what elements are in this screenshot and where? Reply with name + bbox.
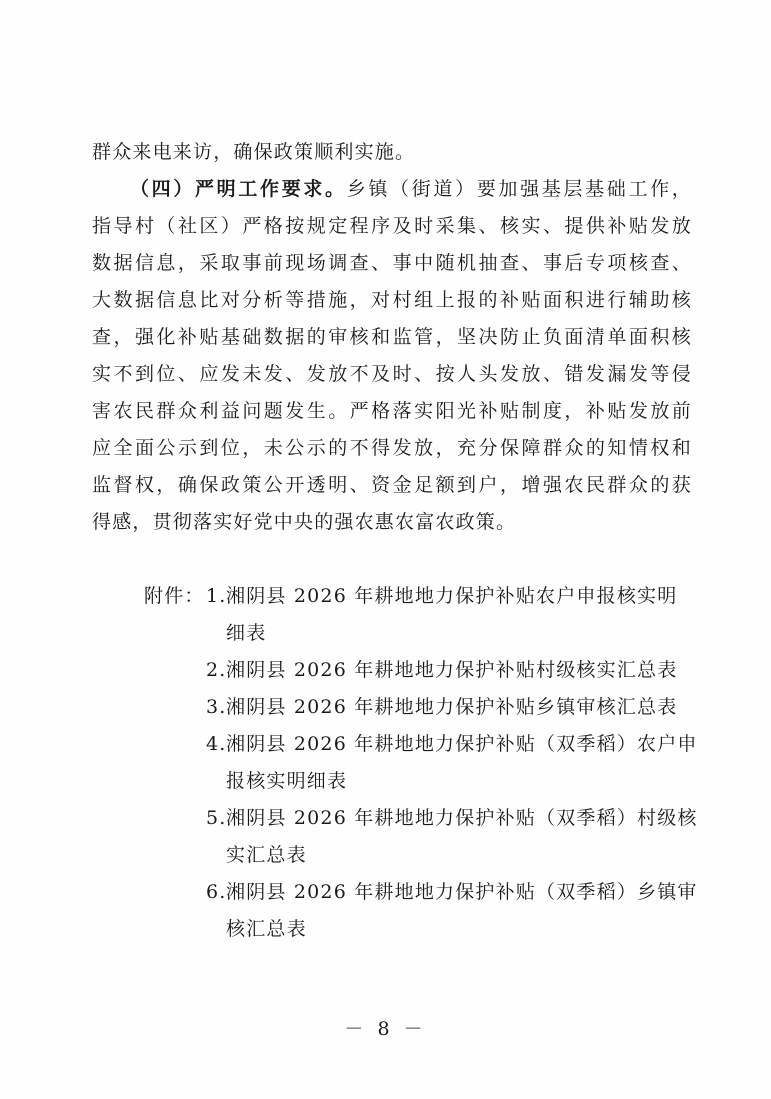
attachment-number: 3.	[206, 696, 227, 718]
attachment-title-line: 实汇总表	[226, 844, 307, 866]
attachment-item	[206, 800, 696, 874]
section-line: 查，强化补贴基础数据的审核和监管，坚决防止负面清单面积核	[92, 326, 692, 348]
attachment-title-line: 湘阴县 2026 年耕地地力保护补贴（双季稻）乡镇审	[226, 881, 698, 903]
attachment-item	[206, 652, 696, 689]
attachment-number: 5.	[206, 807, 227, 829]
attachment-number: 4.	[206, 733, 227, 755]
section-line: 应全面公示到位，未公示的不得发放，充分保障群众的知情权和	[92, 437, 692, 459]
attachment-title-line: 核汇总表	[226, 918, 307, 940]
page-number: － 8 －	[344, 1018, 427, 1040]
attachment-title-line: 湘阴县 2026 年耕地地力保护补贴农户申报核实明	[226, 585, 678, 607]
attachments-label: 附件：	[144, 585, 205, 607]
attachment-title-line: 细表	[226, 622, 267, 644]
attachments-list	[206, 578, 696, 948]
section-line: 监督权，确保政策公开透明、资金足额到户，增强农民群众的获	[92, 474, 692, 496]
attachment-item	[206, 874, 696, 948]
attachment-item	[206, 689, 696, 726]
attachment-number: 1.	[206, 585, 227, 607]
attachment-number: 6.	[206, 881, 227, 903]
section-line: 大数据信息比对分析等措施，对村组上报的补贴面积进行辅助核	[92, 289, 692, 311]
section-line: 乡镇（街道）要加强基层基础工作，	[346, 178, 692, 200]
section-line: 指导村（社区）严格按规定程序及时采集、核实、提供补贴发放	[92, 215, 692, 237]
section-heading: （四）严明工作要求。	[130, 178, 347, 200]
attachment-title-line: 湘阴县 2026 年耕地地力保护补贴（双季稻）村级核	[226, 807, 698, 829]
attachment-title-line: 湘阴县 2026 年耕地地力保护补贴乡镇审核汇总表	[226, 696, 678, 718]
section-line: 害农民群众利益问题发生。严格落实阳光补贴制度，补贴发放前	[92, 400, 692, 422]
attachment-item	[206, 726, 696, 800]
section-line: 得感，贯彻落实好党中央的强农惠农富农政策。	[92, 511, 517, 533]
attachment-title-line: 湘阴县 2026 年耕地地力保护补贴（双季稻）农户申	[226, 733, 698, 755]
section-line: 数据信息，采取事前现场调查、事中随机抽查、事后专项核查、	[92, 252, 692, 274]
body-text	[92, 134, 692, 541]
attachment-item	[206, 578, 696, 652]
section-line: 实不到位、应发未发、发放不及时、按人头发放、错发漏发等侵	[92, 363, 692, 385]
attachment-title-line: 湘阴县 2026 年耕地地力保护补贴村级核实汇总表	[226, 659, 678, 681]
continuation-line: 群众来电来访，确保政策顺利实施。	[92, 141, 416, 163]
attachment-number: 2.	[206, 659, 227, 681]
section-heading-line	[92, 171, 692, 208]
attachment-title-line: 报核实明细表	[226, 770, 348, 792]
